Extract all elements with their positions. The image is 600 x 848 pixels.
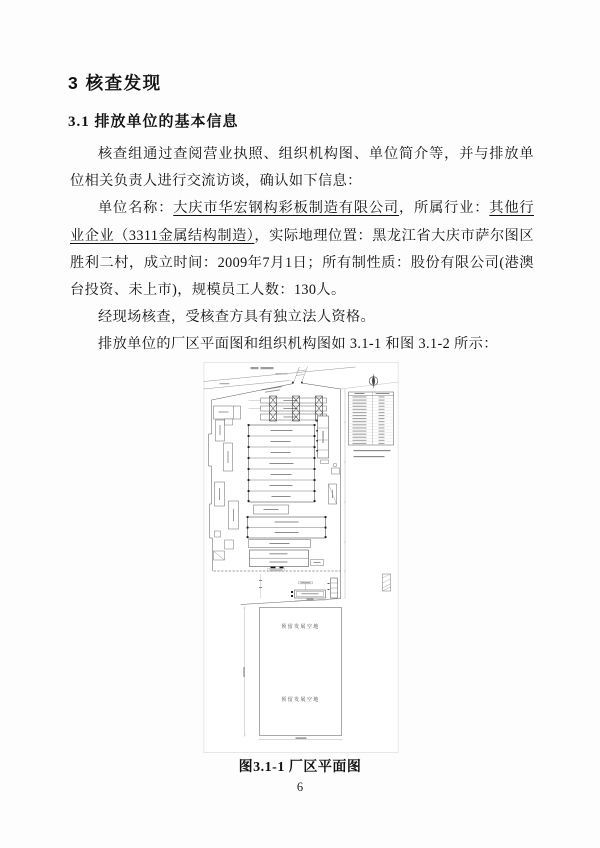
paragraph-intro [70, 141, 534, 195]
workshop-bays-a [248, 424, 316, 502]
page-number: 6 [296, 780, 304, 794]
right-edge-structure [383, 574, 391, 591]
site-plan-drawing [203, 362, 399, 753]
workshop-bays-c [247, 516, 327, 538]
paragraph-unit-info [70, 195, 534, 304]
company-name: 大庆市华宏钢构彩板制造有限公司 [173, 200, 399, 217]
site-plan-figure [203, 362, 399, 753]
paragraph-qualification [70, 304, 534, 331]
workshop-strip-b [254, 505, 289, 514]
paragraph-figure-intro-text: 排放单位的厂区平面图和组织机构图如 3.1-1 和图 3.1-2 所示： [98, 336, 498, 353]
section-heading: 3 核查发现 [68, 73, 162, 93]
body-text [70, 141, 534, 359]
figure-caption: 图3.1-1 厂区平面图 [238, 760, 362, 775]
unit-name-label: 单位名称： [98, 200, 174, 217]
workshop-strip-d [249, 540, 311, 548]
reserved-area-label-1: 预留发展空地 [281, 625, 320, 630]
paragraph-figure-intro [70, 331, 534, 358]
subsection-heading: 3.1 排放单位的基本信息 [68, 114, 239, 130]
fence-label-mark [268, 569, 285, 571]
reserved-plots [260, 608, 342, 736]
unit-info-rest: ，实际地理位置：黑龙江省大庆市萨尔图区胜利二村，成立时间：2009年7月1日；所有制性质：股份有限公司(港澳台投资、未上市)，规模员工人数：130人。 [70, 227, 534, 299]
legend-table [349, 392, 394, 445]
industry-value: 其他行业企业（3311金属结构制造） [70, 200, 534, 244]
industry-label: ，所属行业： [399, 200, 490, 217]
drawing-title-marks [251, 367, 274, 369]
reserved-area-label-2: 预留发展空地 [281, 698, 320, 703]
paragraph-qualification-text: 经现场核查，受核查方具有独立法人资格。 [98, 309, 376, 326]
paragraph-intro-text: 核查组通过查阅营业执照、组织机构图、单位简介等，并与排放单位相关负责人进行交流访谈，确认如下信息： [70, 146, 534, 190]
